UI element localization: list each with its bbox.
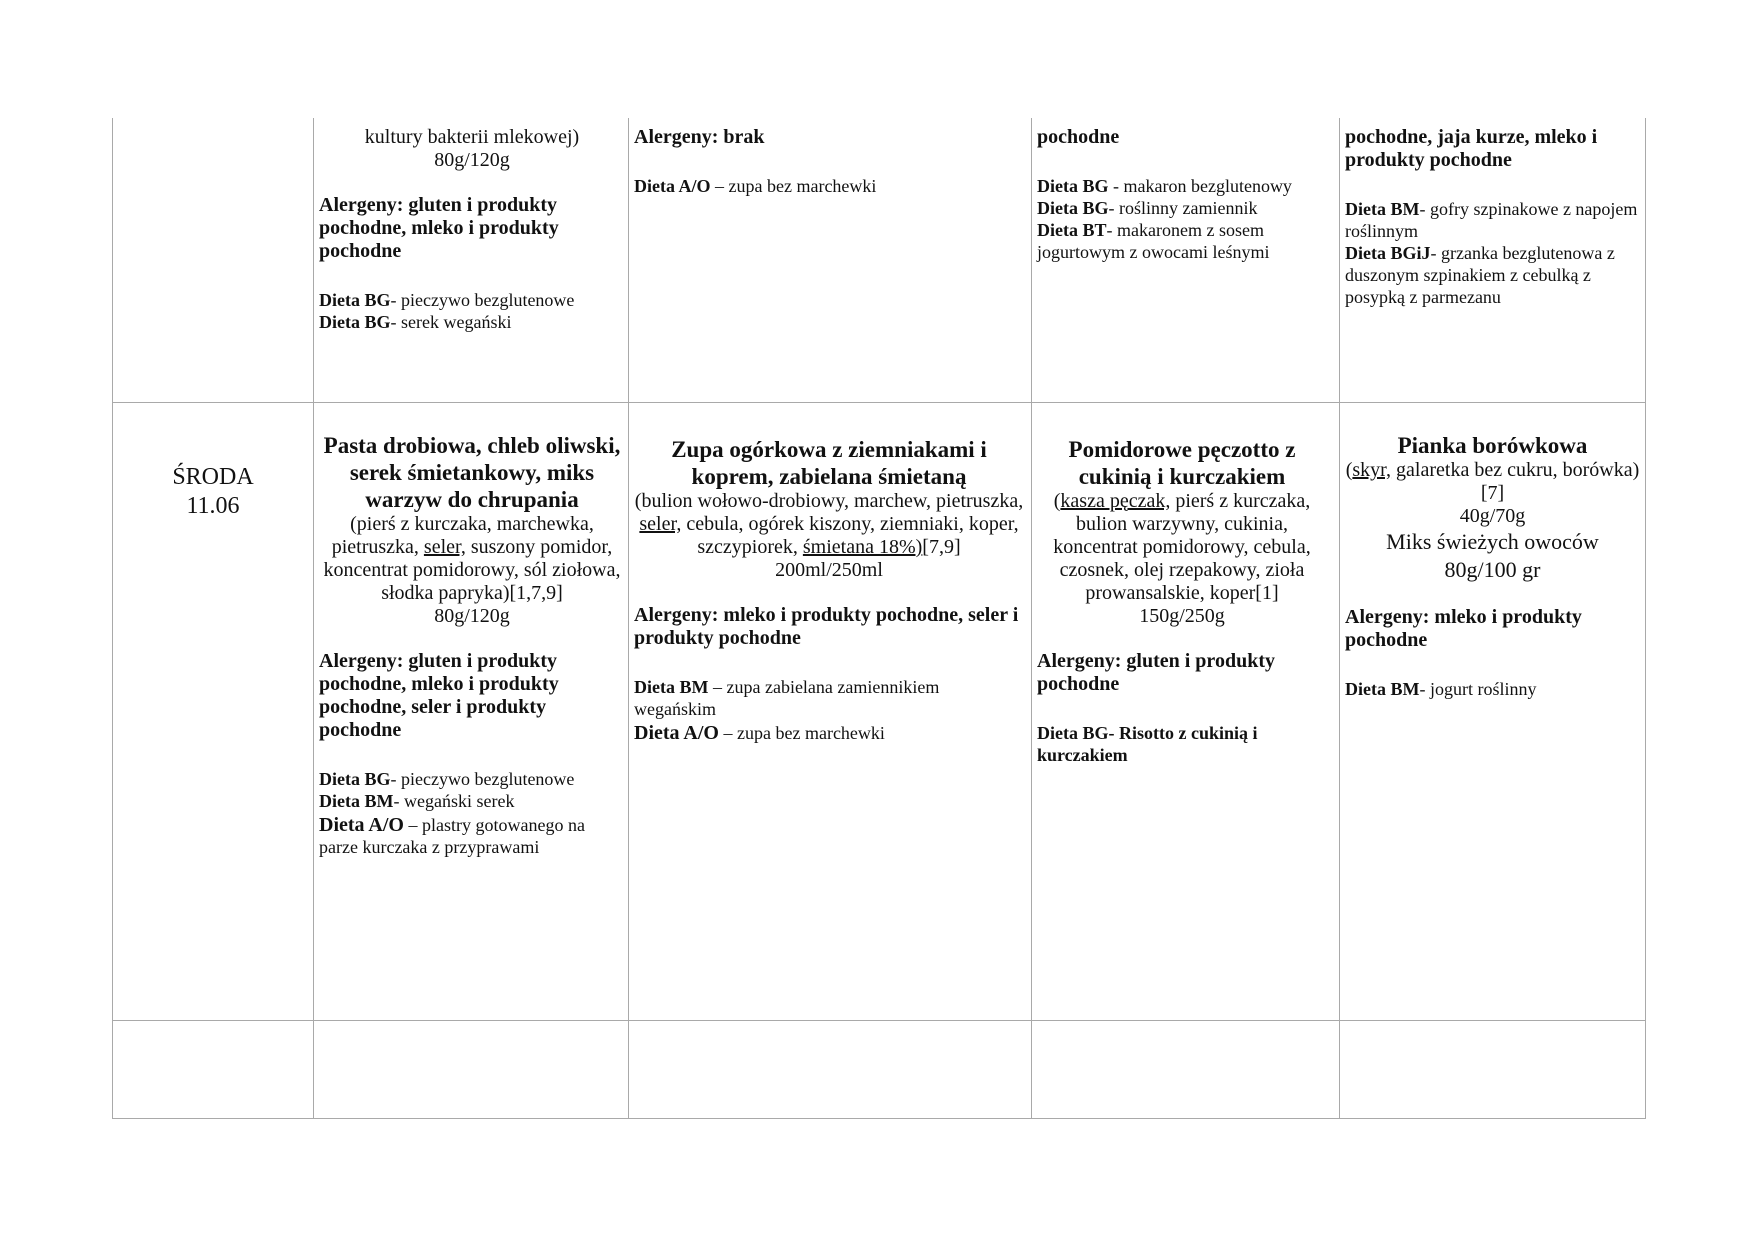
diet-line [1037,219,1327,263]
diet-label: Dieta A/O [319,814,404,836]
top-cell-col2 [634,126,1024,197]
dish-title: Pianka borówkowa [1397,433,1588,458]
table-bottom-border [112,1118,1645,1119]
top-cell-col3 [1037,126,1327,263]
diet-text: - jogurt roślinny [1419,679,1537,699]
description-text: ( [1053,490,1061,512]
dish-description [1345,459,1640,505]
portion: 200ml/250ml [775,559,883,581]
diet-label: Dieta BT [1037,220,1107,240]
description-text: galaretka bez cukru, borówka)[7] [1391,459,1640,504]
diet-text: – plastry gotowanego na parze kurczaka z przyprawami [319,815,585,857]
description-text: ( [1345,459,1353,481]
column-divider [628,118,629,1119]
extra-portion: 80g/100 gr [1444,557,1541,582]
column-divider [1645,118,1646,1119]
wednesday-col3 [1037,436,1327,766]
allergen-ingredient: seler, [639,513,682,535]
diet-line [634,676,1024,720]
diet-text: - makaronem z sosem jogurtowym z owocami leśnymi [1037,220,1270,262]
allergen-ingredient: kasza pęczak, [1060,490,1171,512]
diet-text: - gofry szpinakowe z napojem roślinnym [1345,199,1638,241]
diet-text: - pieczywo bezglutenowe [390,290,575,310]
portion: 80g/120g [434,605,510,627]
dish-description [634,490,1024,559]
diet-text: - wegański serek [393,791,515,811]
dish-title: Pasta drobiowa, chleb oliwski, serek śmietankowy, miks warzyw do chrupania [323,433,621,512]
portion: 150g/250g [1139,605,1225,627]
diet-line [319,768,625,790]
portion: 40g/70g [1459,505,1526,527]
diet-label: Dieta BG [319,290,391,310]
diet-label: Dieta BG [319,769,391,789]
allergens: Alergeny: gluten i produkty pochodne, mleko i produkty pochodne, seler i produkty pochodne [319,650,559,741]
diet-label: Dieta BG [1037,198,1109,218]
column-divider [313,118,314,1119]
diet-text: – zupa bez marchewki [710,176,877,196]
description-text: cebula, ogórek kiszony, ziemniaki, koper, szczypiorek, [681,513,1019,558]
diet-line: Dieta BG- Risotto z cukinią i kurczakiem [1037,723,1258,765]
day-name: ŚRODA [172,464,254,490]
day-date: 11.06 [186,493,240,519]
diet-line [319,289,625,311]
allergens: Alergeny: mleko i produkty pochodne [1345,606,1582,651]
allergens: Alergeny: mleko i produkty pochodne, seler i produkty pochodne [634,604,1019,649]
diet-line [634,175,1024,197]
diet-line [319,814,625,858]
description-text: suszony pomidor, koncentrat pomidorowy, sól ziołowa, słodka papryka)[1,7,9] [323,536,621,604]
diet-line [1345,198,1640,242]
allergen-ingredient: skyr, [1352,459,1392,481]
diet-label: Dieta BM [1345,199,1420,219]
row-divider [112,402,1645,403]
description-text: pierś z kurczaka, bulion warzywny, cukinia, koncentrat pomidorowy, cebula, czosnek, olej rzepakowy, zioła prowansalskie, koper[1] [1053,490,1311,604]
dish-description [1037,490,1327,605]
diet-label: Dieta BM [634,677,709,697]
diet-line [319,790,625,812]
description-text: (bulion wołowo-drobiowy, marchew, pietruszka, [634,490,1024,512]
diet-text: – zupa bez marchewki [719,723,885,743]
diet-line [319,311,625,333]
diet-line [1345,678,1640,700]
top-cell-col4 [1345,126,1640,308]
column-divider [1031,118,1032,1119]
diet-label: Dieta BG [319,312,391,332]
diet-text: – zupa zabielana zamiennikiem wegańskim [634,677,940,719]
wednesday-col2 [634,436,1024,744]
diet-text: - makaron bezglutenowy [1108,176,1292,196]
allergens: Alergeny: gluten i produkty pochodne [1037,650,1275,695]
diet-label: Dieta BGiJ [1345,243,1431,263]
dish-description [319,513,625,605]
diet-label: Dieta A/O [634,176,711,196]
allergens: pochodne, jaja kurze, mleko i produkty pochodne [1345,126,1598,171]
allergens: Alergeny: gluten i produkty pochodne, mleko i produkty pochodne [319,194,559,262]
wednesday-col4 [1345,432,1640,700]
diet-line [634,722,1024,744]
diet-line [1345,242,1640,308]
top-cell-col1 [319,126,625,333]
day-cell [113,463,313,521]
diet-label: Dieta BM [319,791,394,811]
allergens: pochodne [1037,126,1120,148]
dish-title: Pomidorowe pęczotto z cukinią i kurczakiem [1068,437,1296,489]
diet-label: Dieta BG [1037,176,1109,196]
diet-line [1037,175,1327,197]
column-divider [1339,118,1340,1119]
wednesday-col1 [319,432,625,858]
diet-text: - grzanka bezglutenowa z duszonym szpinakiem z cebulką z posypką z parmezanu [1345,243,1615,307]
allergens: Alergeny: brak [634,126,765,148]
description-text: [7,9] [922,536,961,558]
allergen-ingredient: śmietana 18%) [802,536,923,558]
row-divider [112,1020,1645,1021]
description-line: kultury bakterii mlekowej) [364,126,580,148]
portion: 80g/120g [434,149,510,171]
description-text: (pierś z kurczaka, marchewka, pietruszka, [331,513,594,558]
dish-title: Zupa ogórkowa z ziemniakami i koprem, zabielana śmietaną [671,437,987,489]
extra-dish: Miks świeżych owoców [1386,529,1599,554]
allergen-ingredient: seler, [423,536,466,558]
diet-label: Dieta BM [1345,679,1420,699]
diet-label: Dieta A/O [634,722,719,744]
diet-line [1037,197,1327,219]
diet-text: - pieczywo bezglutenowe [390,769,575,789]
diet-text: - serek wegański [390,312,512,332]
column-divider [112,118,113,1119]
diet-text: - roślinny zamiennik [1108,198,1258,218]
